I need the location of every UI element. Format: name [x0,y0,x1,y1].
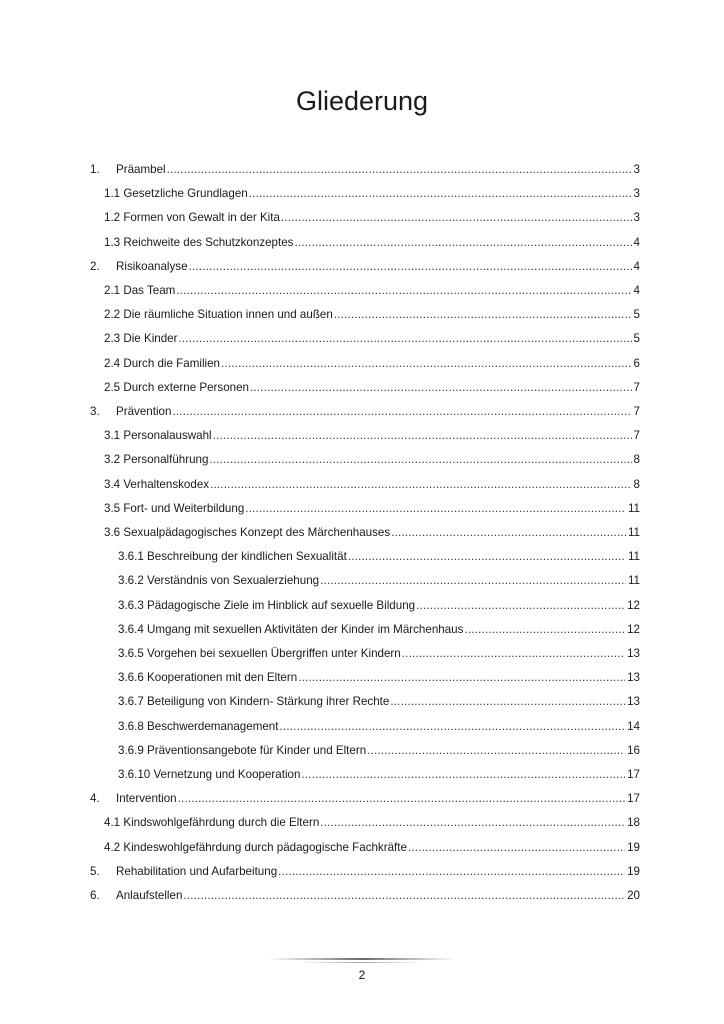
toc-dot-leader [183,886,625,906]
toc-entry-page: 11 [627,574,640,588]
toc-dot-leader [464,620,625,640]
toc-dot-leader [320,571,626,591]
toc-entry-title: 1.3 Reichweite des Schutzkonzeptes [104,235,294,249]
toc-dot-leader [402,644,625,664]
toc-entry-number: 5. [90,864,100,878]
toc-entry[interactable] [104,208,640,228]
toc-dot-leader [209,450,631,470]
toc-entry[interactable] [104,305,640,325]
toc-dot-leader [320,813,625,833]
toc-dot-leader [249,184,632,204]
toc-dot-leader [221,354,632,374]
toc-entry-page: 13 [627,695,640,709]
toc-entry-page: 11 [627,526,640,539]
page-number: 2 [358,968,366,982]
toc-entry-page: 4 [633,259,640,273]
toc-entry-page: 16 [627,743,640,757]
toc-entry[interactable] [90,886,640,906]
toc-entry-title: Rehabilitation und Aufarbeitung [116,864,278,878]
toc-dot-leader [294,233,631,253]
toc-dot-leader [279,717,625,737]
toc-entry[interactable] [90,160,640,180]
toc-entry-title: 1.1 Gesetzliche Grundlagen [104,187,248,201]
toc-entry[interactable] [104,281,640,301]
toc-entry-title: Anlaufstellen [116,889,183,902]
toc-entry[interactable] [104,499,640,519]
toc-dot-leader [391,523,626,543]
toc-dot-leader [367,741,625,761]
footer-divider [268,958,456,960]
toc-entry[interactable] [118,547,640,567]
toc-dot-leader [250,378,632,398]
toc-entry-title: Prävention [116,405,172,418]
toc-dot-leader [176,281,631,301]
toc-entry[interactable] [90,789,640,809]
toc-entry-title: 3.6 Sexualpädagogisches Konzept des Märchenhauses [104,526,391,539]
toc-entry-page: 7 [633,429,640,443]
toc-entry-title: 3.6.2 Verständnis von Sexualerziehung [118,574,320,588]
footer-divider-secondary [300,962,424,963]
toc-dot-leader [210,475,631,495]
toc-entry[interactable] [104,329,640,349]
toc-entry[interactable] [90,257,640,277]
toc-entry-page: 13 [627,671,640,685]
toc-entry-page: 8 [633,453,640,467]
toc-entry-page: 8 [633,477,640,491]
toc-entry-number: 3. [90,405,100,418]
toc-entry-number: 1. [90,163,100,176]
toc-entry[interactable] [118,717,640,737]
toc-entry[interactable] [118,620,640,640]
toc-entry-title: 3.6.6 Kooperationen mit den Eltern [118,671,298,685]
toc-dot-leader [334,305,632,325]
toc-entry-page: 12 [627,622,640,636]
toc-entry-page: 19 [627,864,640,878]
toc-entry-page: 17 [627,768,640,781]
toc-entry[interactable] [104,184,640,204]
toc-dot-leader [298,668,625,688]
toc-dot-leader [178,329,631,349]
toc-entry-title: 2.3 Die Kinder [104,332,178,346]
toc-entry-title: 2.4 Durch die Familien [104,356,220,370]
toc-entry-title: 3.2 Personalführung [104,453,209,467]
toc-entry-title: 2.2 Die räumliche Situation innen und außen [104,308,333,322]
toc-entry-title: 3.6.7 Beteiligung von Kindern- Stärkung ihrer Rechte [118,695,390,709]
toc-entry-page: 5 [633,332,640,346]
toc-dot-leader [178,789,626,809]
toc-entry-page: 19 [627,840,640,854]
toc-entry[interactable] [104,233,640,253]
toc-entry-title: 3.5 Fort- und Weiterbildung [104,501,245,515]
toc-entry[interactable] [118,741,640,761]
toc-entry[interactable] [118,692,640,712]
toc-entry-page: 13 [627,647,640,660]
page-title: Gliederung [295,86,429,116]
toc-dot-leader [245,499,626,519]
toc-dot-leader [172,402,631,422]
toc-dot-leader [301,765,625,785]
toc-entry-page: 14 [627,719,640,733]
toc-entry-title: Intervention [116,792,177,806]
toc-entry[interactable] [118,765,640,785]
toc-entry-title: 3.4 Verhaltenskodex [104,477,210,491]
toc-entry[interactable] [104,475,640,495]
toc-entry-page: 7 [633,380,640,394]
toc-entry[interactable] [104,378,640,398]
toc-entry-page: 3 [633,187,640,201]
toc-entry[interactable] [104,813,640,833]
toc-entry-number: 2. [90,259,100,273]
toc-entry[interactable] [118,644,640,664]
toc-entry[interactable] [104,426,640,446]
toc-entry-page: 6 [633,356,640,370]
toc-entry-page: 7 [633,405,640,418]
toc-entry-page: 4 [633,284,640,297]
toc-entry-page: 18 [627,816,640,830]
toc-entry-title: Präambel [116,163,166,176]
toc-entry-page: 12 [627,598,640,612]
toc-entry-page: 3 [633,163,640,176]
toc-dot-leader [167,160,632,180]
toc-entry-page: 5 [633,308,640,322]
toc-dot-leader [390,692,625,712]
toc-entry[interactable] [104,523,640,543]
toc-entry-page: 4 [633,235,640,249]
toc-entry-page: 11 [627,550,640,564]
toc-entry[interactable] [104,354,640,374]
toc-entry[interactable] [118,668,640,688]
toc-entry-title: 3.1 Personalauswahl [104,429,212,443]
toc-entry-title: Risikoanalyse [116,259,188,273]
toc-entry-title: 1.2 Formen von Gewalt in der Kita [104,211,280,225]
toc-entry[interactable] [90,862,640,882]
toc-dot-leader [278,862,625,882]
toc-dot-leader [416,596,625,616]
toc-dot-leader [408,838,625,858]
toc-entry-title: 4.2 Kindeswohlgefährdung durch pädagogische Fachkräfte [104,840,407,854]
toc-entry[interactable] [104,838,640,858]
toc-dot-leader [189,257,632,277]
toc-entry[interactable] [118,596,640,616]
toc-entry-title: 3.6.10 Vernetzung und Kooperation [118,768,301,781]
toc-entry-title: 2.1 Das Team [104,284,176,297]
toc-entry[interactable] [104,450,640,470]
toc-entry-title: 3.6.9 Präventionsangebote für Kinder und Eltern [118,743,367,757]
toc-entry-page: 3 [633,211,640,225]
toc-entry-page: 11 [627,501,640,515]
toc-entry[interactable] [90,402,640,422]
toc-entry-title: 3.6.3 Pädagogische Ziele im Hinblick auf sexuelle Bildung [118,598,416,612]
toc-entry-title: 4.1 Kindswohlgefährdung durch die Eltern [104,816,320,830]
toc-entry-title: 3.6.5 Vorgehen bei sexuellen Übergriffen unter Kindern [118,647,401,660]
toc-dot-leader [281,208,632,228]
toc-entry-number: 6. [90,889,100,902]
toc-entry-number: 4. [90,792,100,806]
toc-entry-page: 17 [627,792,640,806]
toc-entry-title: 3.6.8 Beschwerdemanagement [118,719,279,733]
toc-dot-leader [348,547,626,567]
toc-entry[interactable] [118,571,640,591]
toc-dot-leader [213,426,632,446]
toc-entry-page: 20 [627,889,640,902]
toc-entry-title: 3.6.1 Beschreibung der kindlichen Sexualität [118,550,347,564]
toc-entry-title: 2.5 Durch externe Personen [104,380,250,394]
toc-entry-title: 3.6.4 Umgang mit sexuellen Aktivitäten der Kinder im Märchenhaus [118,622,464,636]
